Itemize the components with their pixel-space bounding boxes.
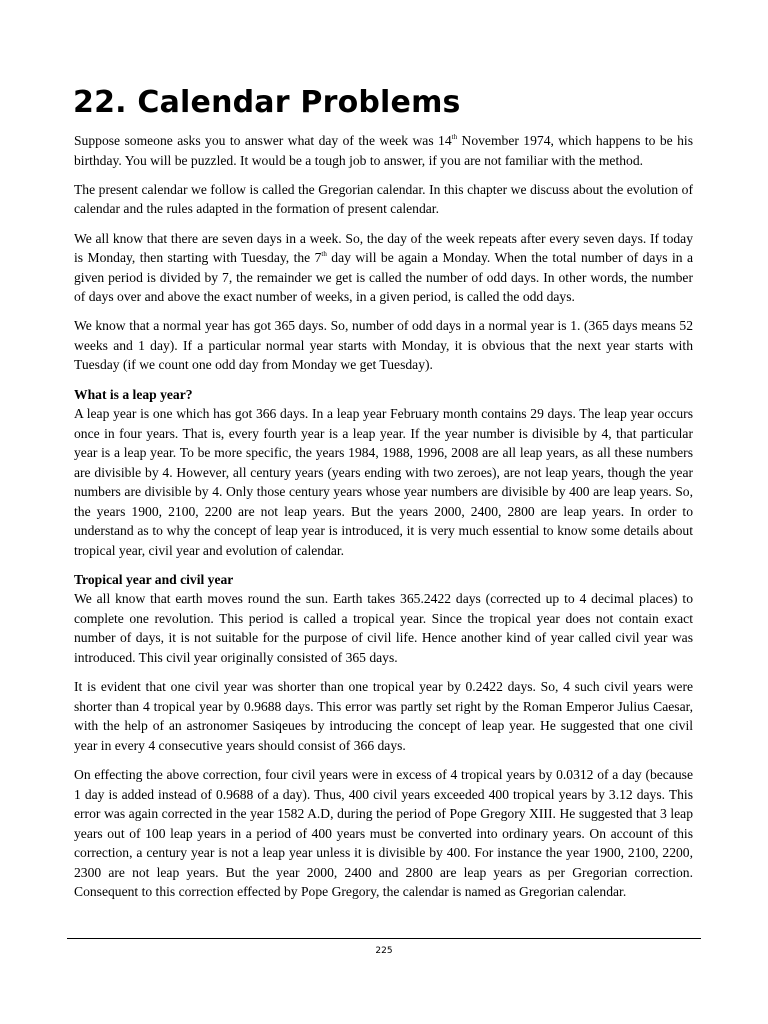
section-heading-tropical-year: Tropical year and civil year (74, 571, 234, 587)
paragraph-pope-gregory: On effecting the above correction, four civil years were in excess of 4 tropical years by 0.0312 of a day (because 1 day is added instead of 0.9688 of a day). Thus, 400 civil years exceeded 400 tropical years by 3.12 days. This error was again corrected in the year 1582 A.D, during the period of Pope Gregory XIII. He suggested that 3 leap years out of 100 leap years in a period of 400 years must be converted into ordinary years. On account of this correction, a century year is not a leap year unless it is divisible by 400. For instance the year 1900, 2100, 2200, 2300 are not leap years. But the year 2000, 2400 and 2800 are leap years as per Gregorian correction. Consequent to this correction effected by Pope Gregory, the calendar is named as Gregorian calendar. (74, 767, 693, 900)
paragraph-odd-days-text-a: We all know that there are seven days in a week. So, the day of the week repeats after every seven days. If today is Monday, then starting with Tuesday, the 7 (74, 230, 693, 266)
paragraph-intro-text-b: November 1974, which happens to be his birthday. You will be puzzled. It would be a tough job to answer, if you are not familiar with the method. (74, 133, 693, 168)
page-number: 225 (375, 946, 393, 956)
paragraph-intro (74, 131, 693, 170)
paragraph-odd-days (74, 229, 693, 307)
paragraph-normal-year: We know that a normal year has got 365 days. So, number of odd days in a normal year is 1. (365 days means 52 weeks and 1 day). If a particular normal year starts with Monday, it is obvious that the next year starts with Tuesday (if we count one odd day from Monday we get Tuesday). (74, 318, 693, 373)
chapter-title: 22. Calendar Problems (73, 85, 461, 120)
paragraph-julius-caesar: It is evident that one civil year was shorter than one tropical year by 0.2422 days. So, 4 such civil years were shorter than 4 tropical year by 0.9688 days. This error was partly set right by the Roman Emperor Julius Caesar, with the help of an astronomer Sasiqeues by introducing the concept of leap year. He suggested that one civil year in every 4 consecutive years should consist of 366 days. (74, 679, 693, 753)
section-heading-leap-year: What is a leap year? (74, 386, 193, 402)
paragraph-gregorian-calendar: The present calendar we follow is called the Gregorian calendar. In this chapter we discuss about the evolution of calendar and the rules adapted in the formation of present calendar. (74, 181, 693, 217)
paragraph-odd-days-text-b: day will be again a Monday. When the total number of days in a given period is divided by 7, the remainder we get is called the number of odd days. In other words, the number of days over and above the exact number of weeks, in a given period, is called the odd days. (74, 250, 693, 305)
footer-divider (67, 938, 701, 939)
ordinal-suffix: th (451, 133, 458, 141)
ordinal-suffix: th (321, 250, 327, 259)
paragraph-intro-text-a: Suppose someone asks you to answer what day of the week was 14 (74, 133, 452, 148)
body-text (74, 131, 693, 911)
paragraph-leap-year: A leap year is one which has got 366 days. In a leap year February month contains 29 days. The leap year occurs once in four years. That is, every fourth year is a leap year. If the year number is divisible by 4, that particular year is a leap year. To be more specific, the years 1984, 1988, 1996, 2008 are all leap years, as all these numbers are divisible by 4. However, all century years (years ending with two zeroes), are not leap years, though the year numbers are divisible by 4. Only those century years whose year numbers are divisible by 400 are leap years. So, the years 1900, 2100, 2200 are not leap years. But the years 2000, 2400, 2800 are leap years. In order to understand as to why the concept of leap year is introduced, it is very much essential to know some details about tropical year, civil year and evolution of calendar. (74, 406, 693, 558)
paragraph-tropical-year: We all know that earth moves round the sun. Earth takes 365.2422 days (corrected up to 4 decimal places) to complete one revolution. This period is called a tropical year. Since the tropical year does not contain exact number of days, it is not suitable for the purpose of civil life. Hence another kind of year called civil year was introduced. This civil year originally consisted of 365 days. (74, 591, 693, 665)
